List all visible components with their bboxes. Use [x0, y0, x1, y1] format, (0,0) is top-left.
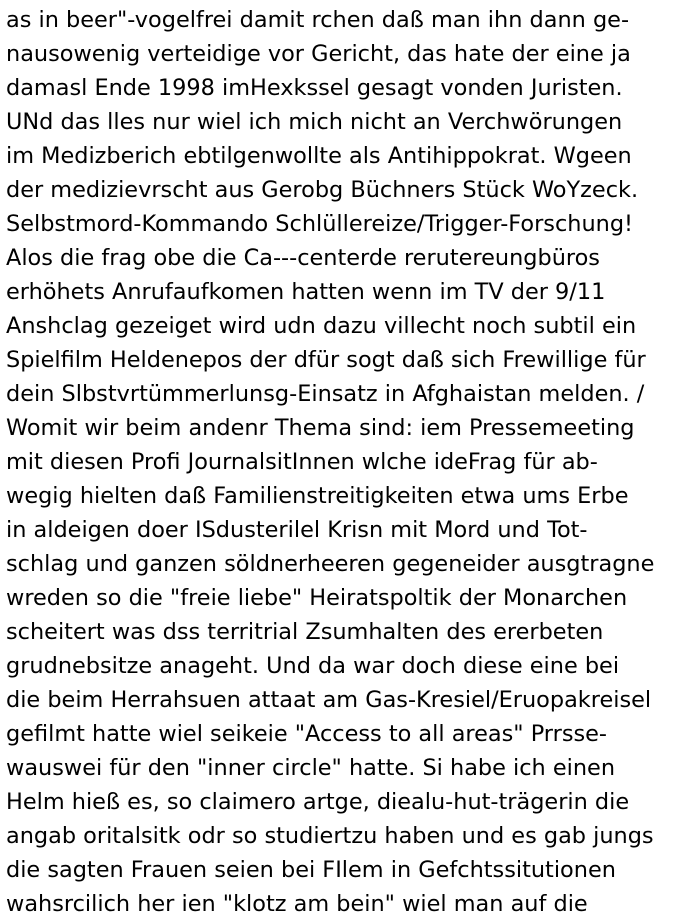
- text-line: mit diesen Profi JournalsitInnen wlche ideFrag für ab-: [6, 449, 598, 475]
- text-line: damasl Ende 1998 imHexkssel gesagt vonden Juristen.: [6, 75, 623, 101]
- text-line: die beim Herrahsuen attaat am Gas-Kresiel/Eruopakreisel: [6, 687, 652, 713]
- text-line: erhöhets Anrufaufkomen hatten wenn im TV der 9/11: [6, 279, 606, 305]
- text-line: dein Slbstvrtümmerlunsg-Einsatz in Afghaistan melden. /: [6, 381, 645, 407]
- text-line: Womit wir beim andenr Thema sind: iem Pressemeeting: [6, 415, 635, 441]
- text-line: nausowenig verteidige vor Gericht, das hate der eine ja: [6, 41, 631, 67]
- text-line: wreden so die "freie liebe" Heiratspoltik der Monarchen: [6, 585, 628, 611]
- text-line: Selbstmord-Kommando Schlüllereize/Trigger-Forschung!: [6, 211, 634, 237]
- text-line: grudnebsitze anageht. Und da war doch diese eine bei: [6, 653, 620, 679]
- text-line: UNd das lles nur wiel ich mich nicht an Verchwörungen: [6, 109, 623, 135]
- text-line: wauswei für den "inner circle" hatte. Si habe ich einen: [6, 755, 616, 781]
- text-line: Anshclag gezeiget wird udn dazu villecht noch subtil ein: [6, 313, 637, 339]
- text-line: die sagten Frauen seien bei FIlem in Gefchtssitutionen: [6, 857, 616, 883]
- text-line: as in beer"-vogelfrei damit rchen daß man ihn dann ge-: [6, 7, 630, 33]
- text-line: im Medizberich ebtilgenwollte als Antihippokrat. Wgeen: [6, 143, 632, 169]
- text-line: wahsrcilich her ien "klotz am bein" wiel man auf die: [6, 891, 588, 917]
- text-line: Helm hieß es, so claimero artge, diealu-hut-trägerin die: [6, 789, 630, 815]
- text-line: gefilmt hatte wiel seikeie "Access to all areas" Prrsse-: [6, 721, 608, 747]
- text-line: angab oritalsitk odr so studiertzu haben und es gab jungs: [6, 823, 654, 849]
- text-line: Spielfilm Heldenepos der dfür sogt daß sich Frewillige für: [6, 347, 646, 373]
- text-line: scheitert was dss territrial Zsumhalten des ererbeten: [6, 619, 604, 645]
- text-line: Alos die frag obe die Ca---centerde rerutereungbüros: [6, 245, 600, 271]
- text-line: in aldeigen doer ISdusterilel Krisn mit Mord und Tot-: [6, 517, 588, 543]
- body-text: [6, 3, 684, 920]
- text-line: wegig hielten daß Familienstreitigkeiten etwa ums Erbe: [6, 483, 629, 509]
- text-line: schlag und ganzen söldnerheeren gegeneider ausgtragne: [6, 551, 655, 577]
- text-line: der medizievrscht aus Gerobg Büchners Stück WoYzeck.: [6, 177, 639, 203]
